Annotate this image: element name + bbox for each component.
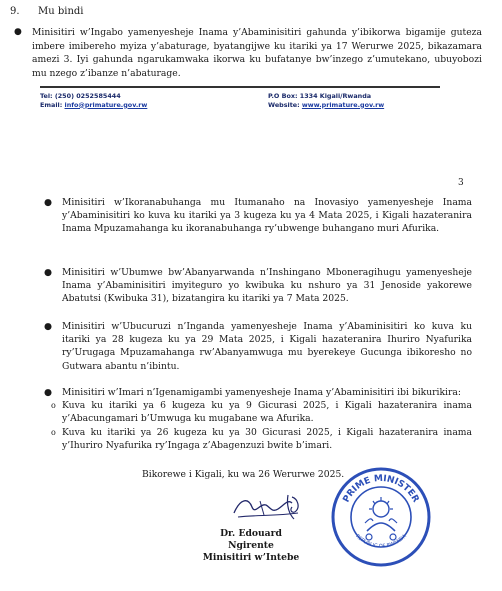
hollow-bullet-icon: o [51,427,56,437]
footer-tel: Tel: (250) 0252585444 [40,92,121,100]
hollow-bullet-icon: o [51,401,56,411]
list-item [44,386,472,452]
footer-address [268,92,384,109]
sub-list-item [51,399,472,425]
section-heading [10,6,84,17]
svg-text:REPUBLIC OF RWANDA: REPUBLIC OF RWANDA [354,533,408,550]
handwritten-signature-image [230,489,310,529]
sub-list-item-text: Kuva ku itariki ya 6 kugeza ku ya 9 Gicurasi 2025, i Kigali hazateranira inama y’Abacungamari b’Umwuga ku mugabane wa Afurika. [62,400,472,425]
footer-email-label: Email: [40,100,63,109]
sub-list-item [51,426,472,452]
section-number: 9. [10,6,20,17]
footer-website-label: Website: [268,100,300,109]
list-item-text: Minisitiri w’Ikoranabuhanga mu Itumanaho na Inovasiyo yamenyesheje Inama y’Abaminisitiri ko kuva ku itariki ya 3 kugeza ku ya 4 Mata 2025, i Kigali hazateranira Inama Mpuzamahanga ku ikoranabuhanga ry’ubwenge buhangano muri Afurika. [62,197,472,235]
closing-line: Bikorewe i Kigali, ku wa 26 Werurwe 2025. [142,469,345,480]
list-item [44,320,472,373]
page-2 [0,158,502,591]
bullet-icon: ● [14,27,22,37]
bullet-icon: ● [44,321,53,332]
list-item-text: Minisitiri w’Imari n’Igenamigambi yamenyesheje Inama y’Abaminisitiri ibi bikurikira: [62,387,461,398]
list-item-text: Minisitiri w’Ubucuruzi n’Inganda yamenyesheje Inama y’Abaminisitiri ko kuva ku itariki ya 28 kugeza ku ya 29 Mata 2025, i Kigali hazateranira Ihuriro Nyafurika ry’Urugaga Mpuzamahanga rw’Abanyamwuga mu byerekeye Gucunga ibikoresho no Gutwara abantu n’ibintu. [62,321,472,372]
bullet-paragraph [14,26,482,80]
page-1-fragment [0,0,502,158]
signer-name: Dr. Edouard Ngirente [220,528,282,551]
signer-block [196,528,306,564]
section-title: Mu bindi [38,6,84,17]
footer-po-box: P.O Box: 1334 Kigali/Rwanda [268,92,372,100]
signer-title: Minisitiri w’Intebe [202,552,300,563]
bullet-text: Minisitiri w’Ingabo yamenyesheje Inama y’Abaminisitiri gahunda y’ibikorwa bigamije guteza imbere imibereho myiza y’abaturage, byatangijwe ku itariki ya 17 Werurwe 2025, bikazamara amezi 3. Iyi gahunda ngarukamwaka ikorwa ku bufatanye bw’inzego z’umutekano, ubuyobozi mu nzego z’ibanze n’abaturage. [32,27,482,79]
svg-text:PRIME MINISTER: PRIME MINISTER [341,473,421,505]
bullet-icon: ● [44,267,53,278]
footer-contact [40,92,147,109]
list-item [44,266,472,306]
list-item [44,196,472,236]
bullet-icon: ● [44,197,53,208]
bullet-icon: ● [44,387,53,398]
list-item-text: Minisitiri w’Ubumwe bw’Abanyarwanda n’Inshingano Mboneragihugu yamenyesheje Inama y’Abaminisitiri imyiteguro yo kwibuka ku nshuro ya 31 Jenoside yakorewe Abatutsi (Kwibuka 31), bizatangira ku itariki ya 7 Mata 2025. [62,267,472,305]
official-seal [329,465,433,573]
footer-divider [40,86,440,88]
footer-email-link[interactable]: info@primature.gov.rw [64,100,148,109]
footer-website-link[interactable]: www.primature.gov.rw [301,100,385,109]
page-number: 3 [458,178,464,188]
sub-list-item-text: Kuva ku itariki ya 26 kugeza ku ya 30 Gicurasi 2025, i Kigali hazateranira inama y’Ihuriro Nyafurika ry’Ingaga z’Abagenzuzi bwite b’imari. [62,426,472,451]
